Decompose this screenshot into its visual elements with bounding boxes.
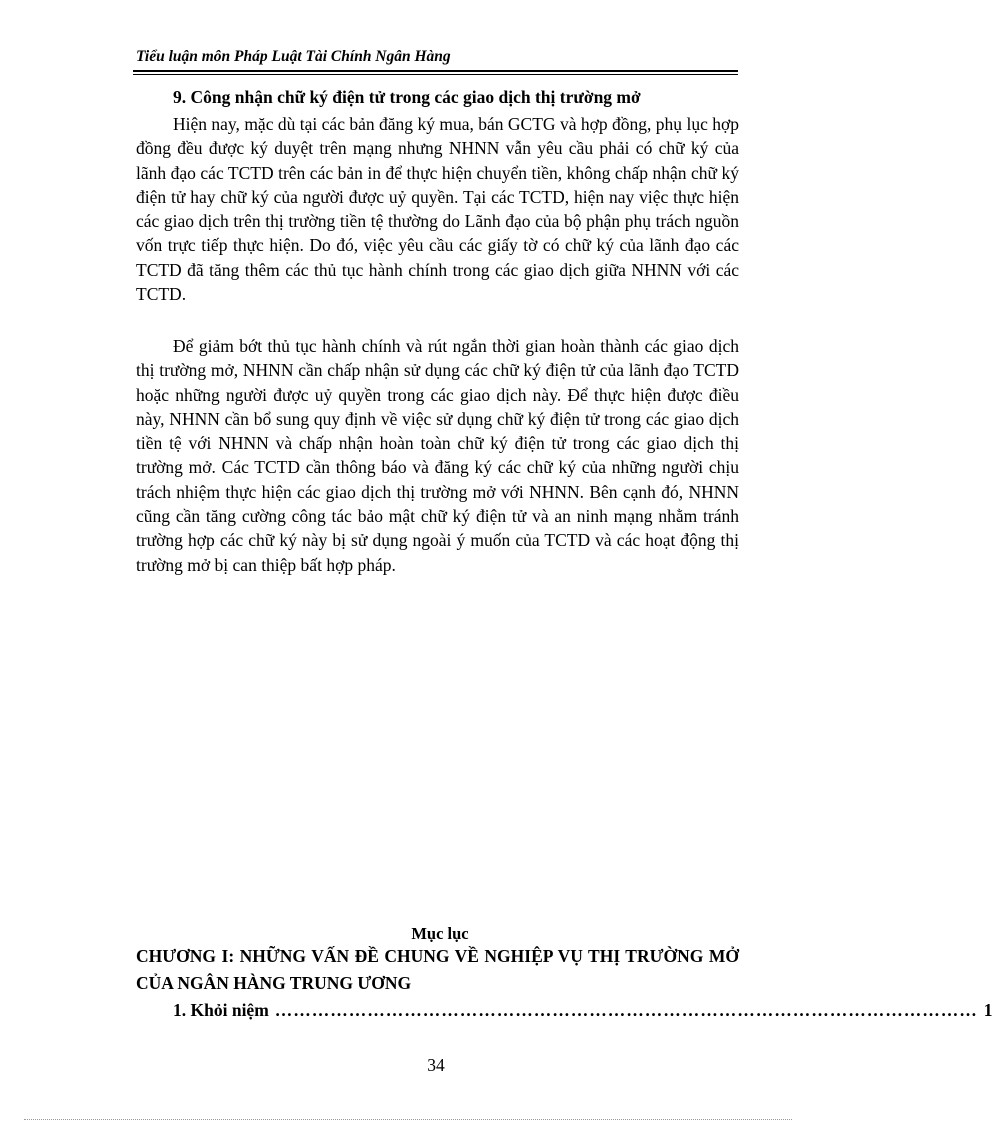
toc-leader-dots: …………………………………………………………………………………………………… <box>274 1000 978 1020</box>
toc-entry-label: 1. Khỏi niệm <box>173 1000 269 1020</box>
running-header: Tiểu luận môn Pháp Luật Tài Chính Ngân Hàng <box>136 48 451 65</box>
toc-title: Mục lục <box>411 924 469 943</box>
toc-chapter-heading: CHƯƠNG I: NHỮNG VẤN ĐỀ CHUNG VỀ NGHIỆP VỤ THỊ TRƯỜNG MỞ CỦA NGÂN HÀNG TRUNG ƯƠNG <box>136 946 739 993</box>
page-number: 34 <box>427 1055 445 1075</box>
page-bottom-border <box>24 1119 792 1120</box>
toc-entry[interactable] <box>173 1000 993 1021</box>
section-title: 9. Công nhận chữ ký điện tử trong các giao dịch thị trường mở <box>173 87 641 107</box>
paragraph: Để giảm bớt thủ tục hành chính và rút ngắn thời gian hoàn thành các giao dịch thị trường mở, NHNN cần chấp nhận sử dụng các chữ ký điện tử của lãnh đạo TCTD hoặc những người được uỷ quyền trong các giao dịch này. Để thực hiện được điều này, NHNN cần bổ sung quy định về việc sử dụng chữ ký điện tử trong các giao dịch tiền tệ với NHNN và chấp nhận hoàn toàn chữ ký điện tử trong các giao dịch thị trường mở. Các TCTD cần thông báo và đăng ký các chữ ký của những người chịu trách nhiệm thực hiện các giao dịch thị trường mở với NHNN. Bên cạnh đó, NHNN cũng cần tăng cường công tác bảo mật chữ ký điện tử và an ninh mạng nhằm tránh trường hợp các chữ ký này bị sử dụng ngoài ý muốn của TCTD và các hoạt động thị trường mở bị can thiệp bất hợp pháp. <box>136 336 739 575</box>
paragraph: Hiện nay, mặc dù tại các bản đăng ký mua, bán GCTG và hợp đồng, phụ lục hợp đồng đều được ký duyệt trên mạng nhưng NHNN vẫn yêu cầu phải có chữ ký của lãnh đạo các TCTD trên các bản in để thực hiện chuyển tiền, không chấp nhận chữ ký điện tử hay chữ ký của người được uỷ quyền. Tại các TCTD, hiện nay việc thực hiện các giao dịch trên thị trường tiền tệ thường do Lãnh đạo của bộ phận phụ trách nguồn vốn trực tiếp thực hiện. Do đó, việc yêu cầu các giấy tờ có chữ ký của lãnh đạo các TCTD đã tăng thêm các thủ tục hành chính trong các giao dịch giữa NHNN với các TCTD. <box>136 114 739 305</box>
toc-entry-page: 1 <box>983 1000 993 1020</box>
header-rule-thin <box>133 74 738 75</box>
header-rule <box>133 70 738 72</box>
